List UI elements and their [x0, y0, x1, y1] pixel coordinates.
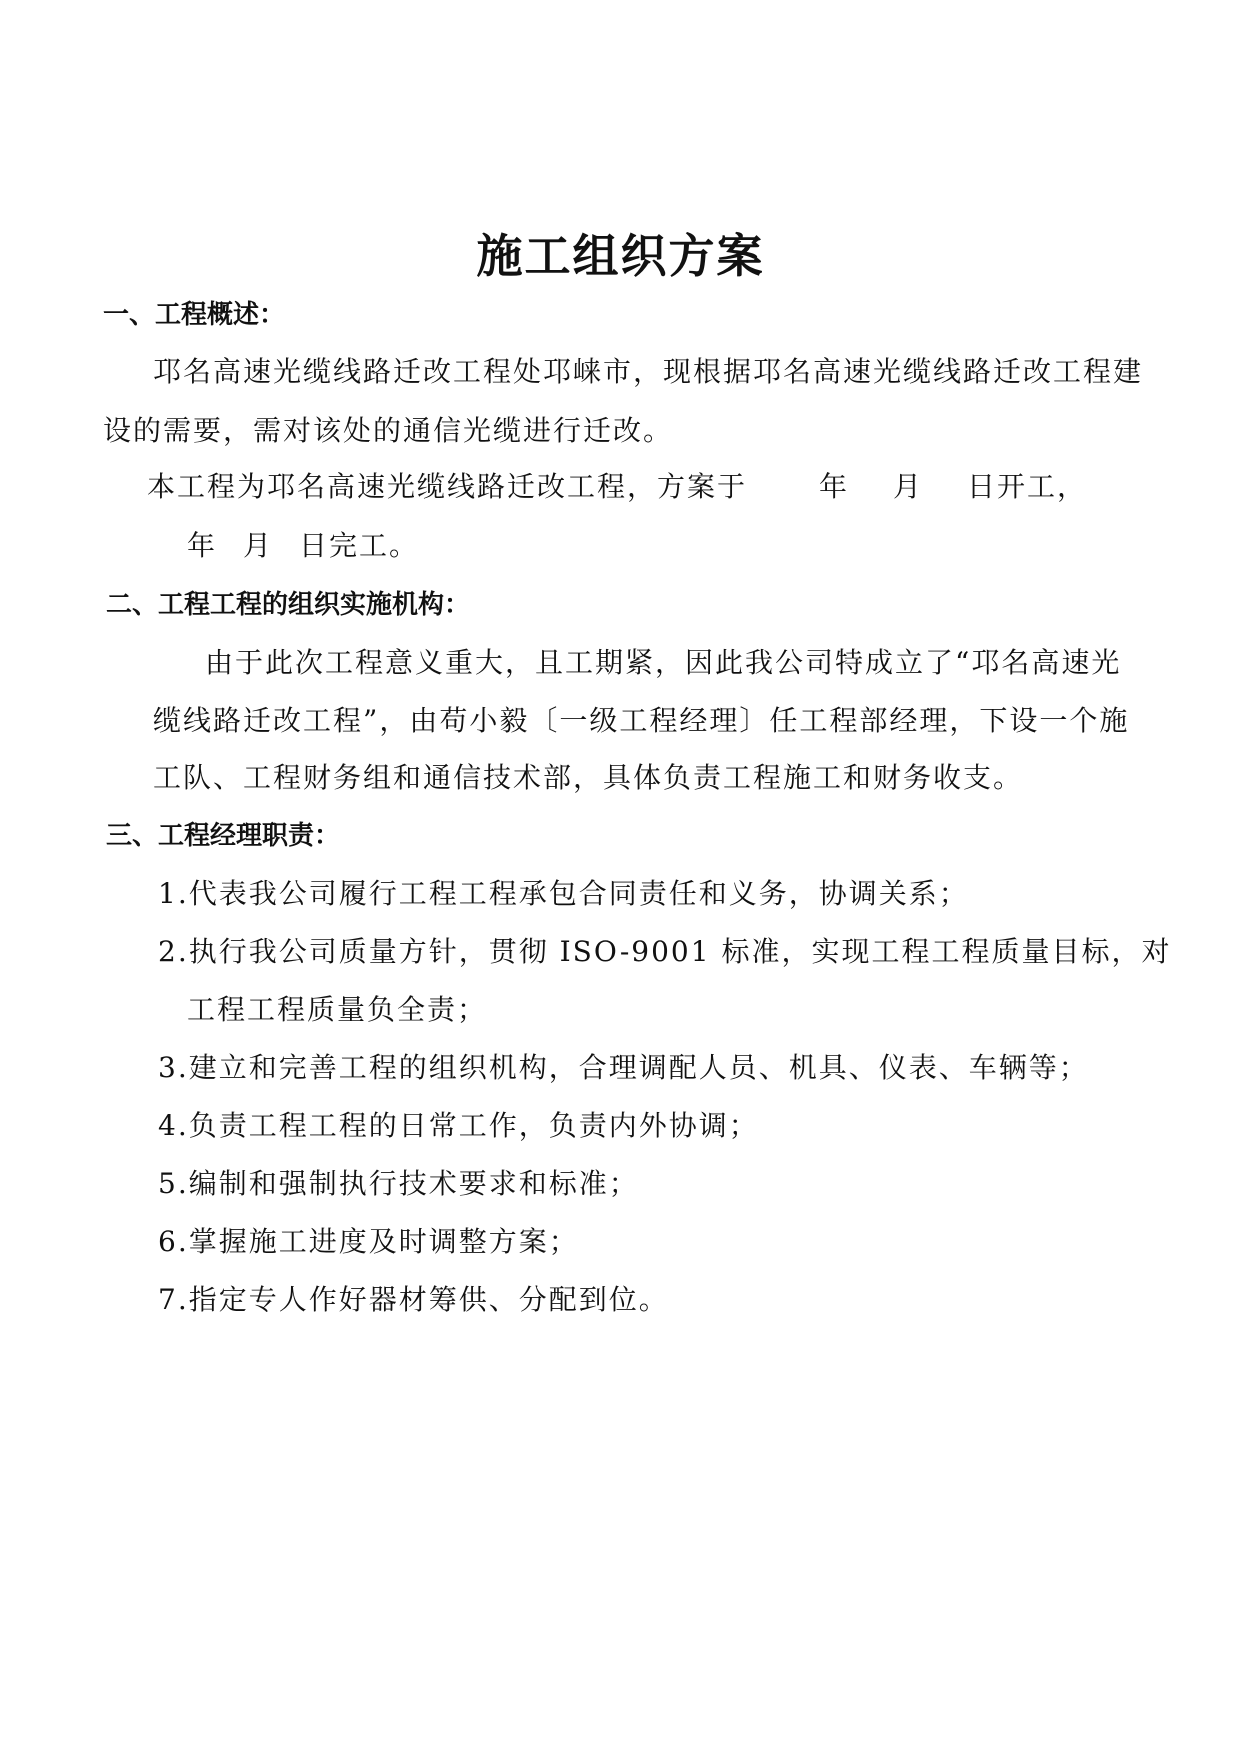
schedule-line-start	[147, 470, 1088, 503]
section-heading-overview: 一、工程概述：	[103, 300, 286, 330]
overview-paragraph-line-1: 邛名高速光缆线路迁改工程处邛崃市，现根据邛名高速光缆线路迁改工程建	[153, 355, 1144, 388]
organization-line-3: 工队、工程财务组和通信技术部，具体负责工程施工和财务收支。	[153, 761, 1024, 794]
schedule-end-day: 日完工。	[299, 529, 420, 562]
duty-item-7: 7.指定专人作好器材筹供、分配到位。	[158, 1283, 669, 1316]
duty-item-2: 2.执行我公司质量方针，贯彻 ISO-9001 标准，实现工程工程质量目标，对	[158, 935, 1172, 968]
organization-line-1: 由于此次工程意义重大，且工期紧，因此我公司特成立了“邛名高速光	[205, 646, 1122, 679]
schedule-start-month: 月	[893, 470, 924, 503]
schedule-start-year: 年	[819, 470, 850, 503]
duty-item-1: 1.代表我公司履行工程工程承包合同责任和义务，协调关系；	[158, 877, 969, 910]
document-title: 施工组织方案	[476, 229, 765, 283]
organization-line-2: 缆线路迁改工程”，由苟小毅〔一级工程经理〕任工程部经理，下设一个施	[153, 704, 1130, 737]
section-heading-manager-duties: 三、工程经理职责：	[106, 821, 341, 851]
duty-item-3: 3.建立和完善工程的组织机构，合理调配人员、机具、仪表、车辆等；	[158, 1051, 1089, 1084]
overview-paragraph-line-2: 设的需要，需对该处的通信光缆进行迁改。	[103, 414, 674, 447]
duty-item-5: 5.编制和强制执行技术要求和标准；	[158, 1167, 639, 1200]
schedule-end-month: 月	[243, 529, 274, 562]
duty-item-2-continued: 工程工程质量负全责；	[187, 993, 488, 1026]
duty-item-4: 4.负责工程工程的日常工作，负责内外协调；	[158, 1109, 759, 1142]
schedule-line-end	[187, 529, 420, 562]
schedule-prefix: 本工程为邛名高速光缆线路迁改工程，方案于	[147, 470, 748, 503]
duty-item-6: 6.掌握施工进度及时调整方案；	[158, 1225, 579, 1258]
schedule-start-day: 日开工，	[967, 470, 1088, 503]
schedule-end-year: 年	[187, 529, 218, 562]
section-heading-organization: 二、工程工程的组织实施机构：	[106, 590, 471, 620]
